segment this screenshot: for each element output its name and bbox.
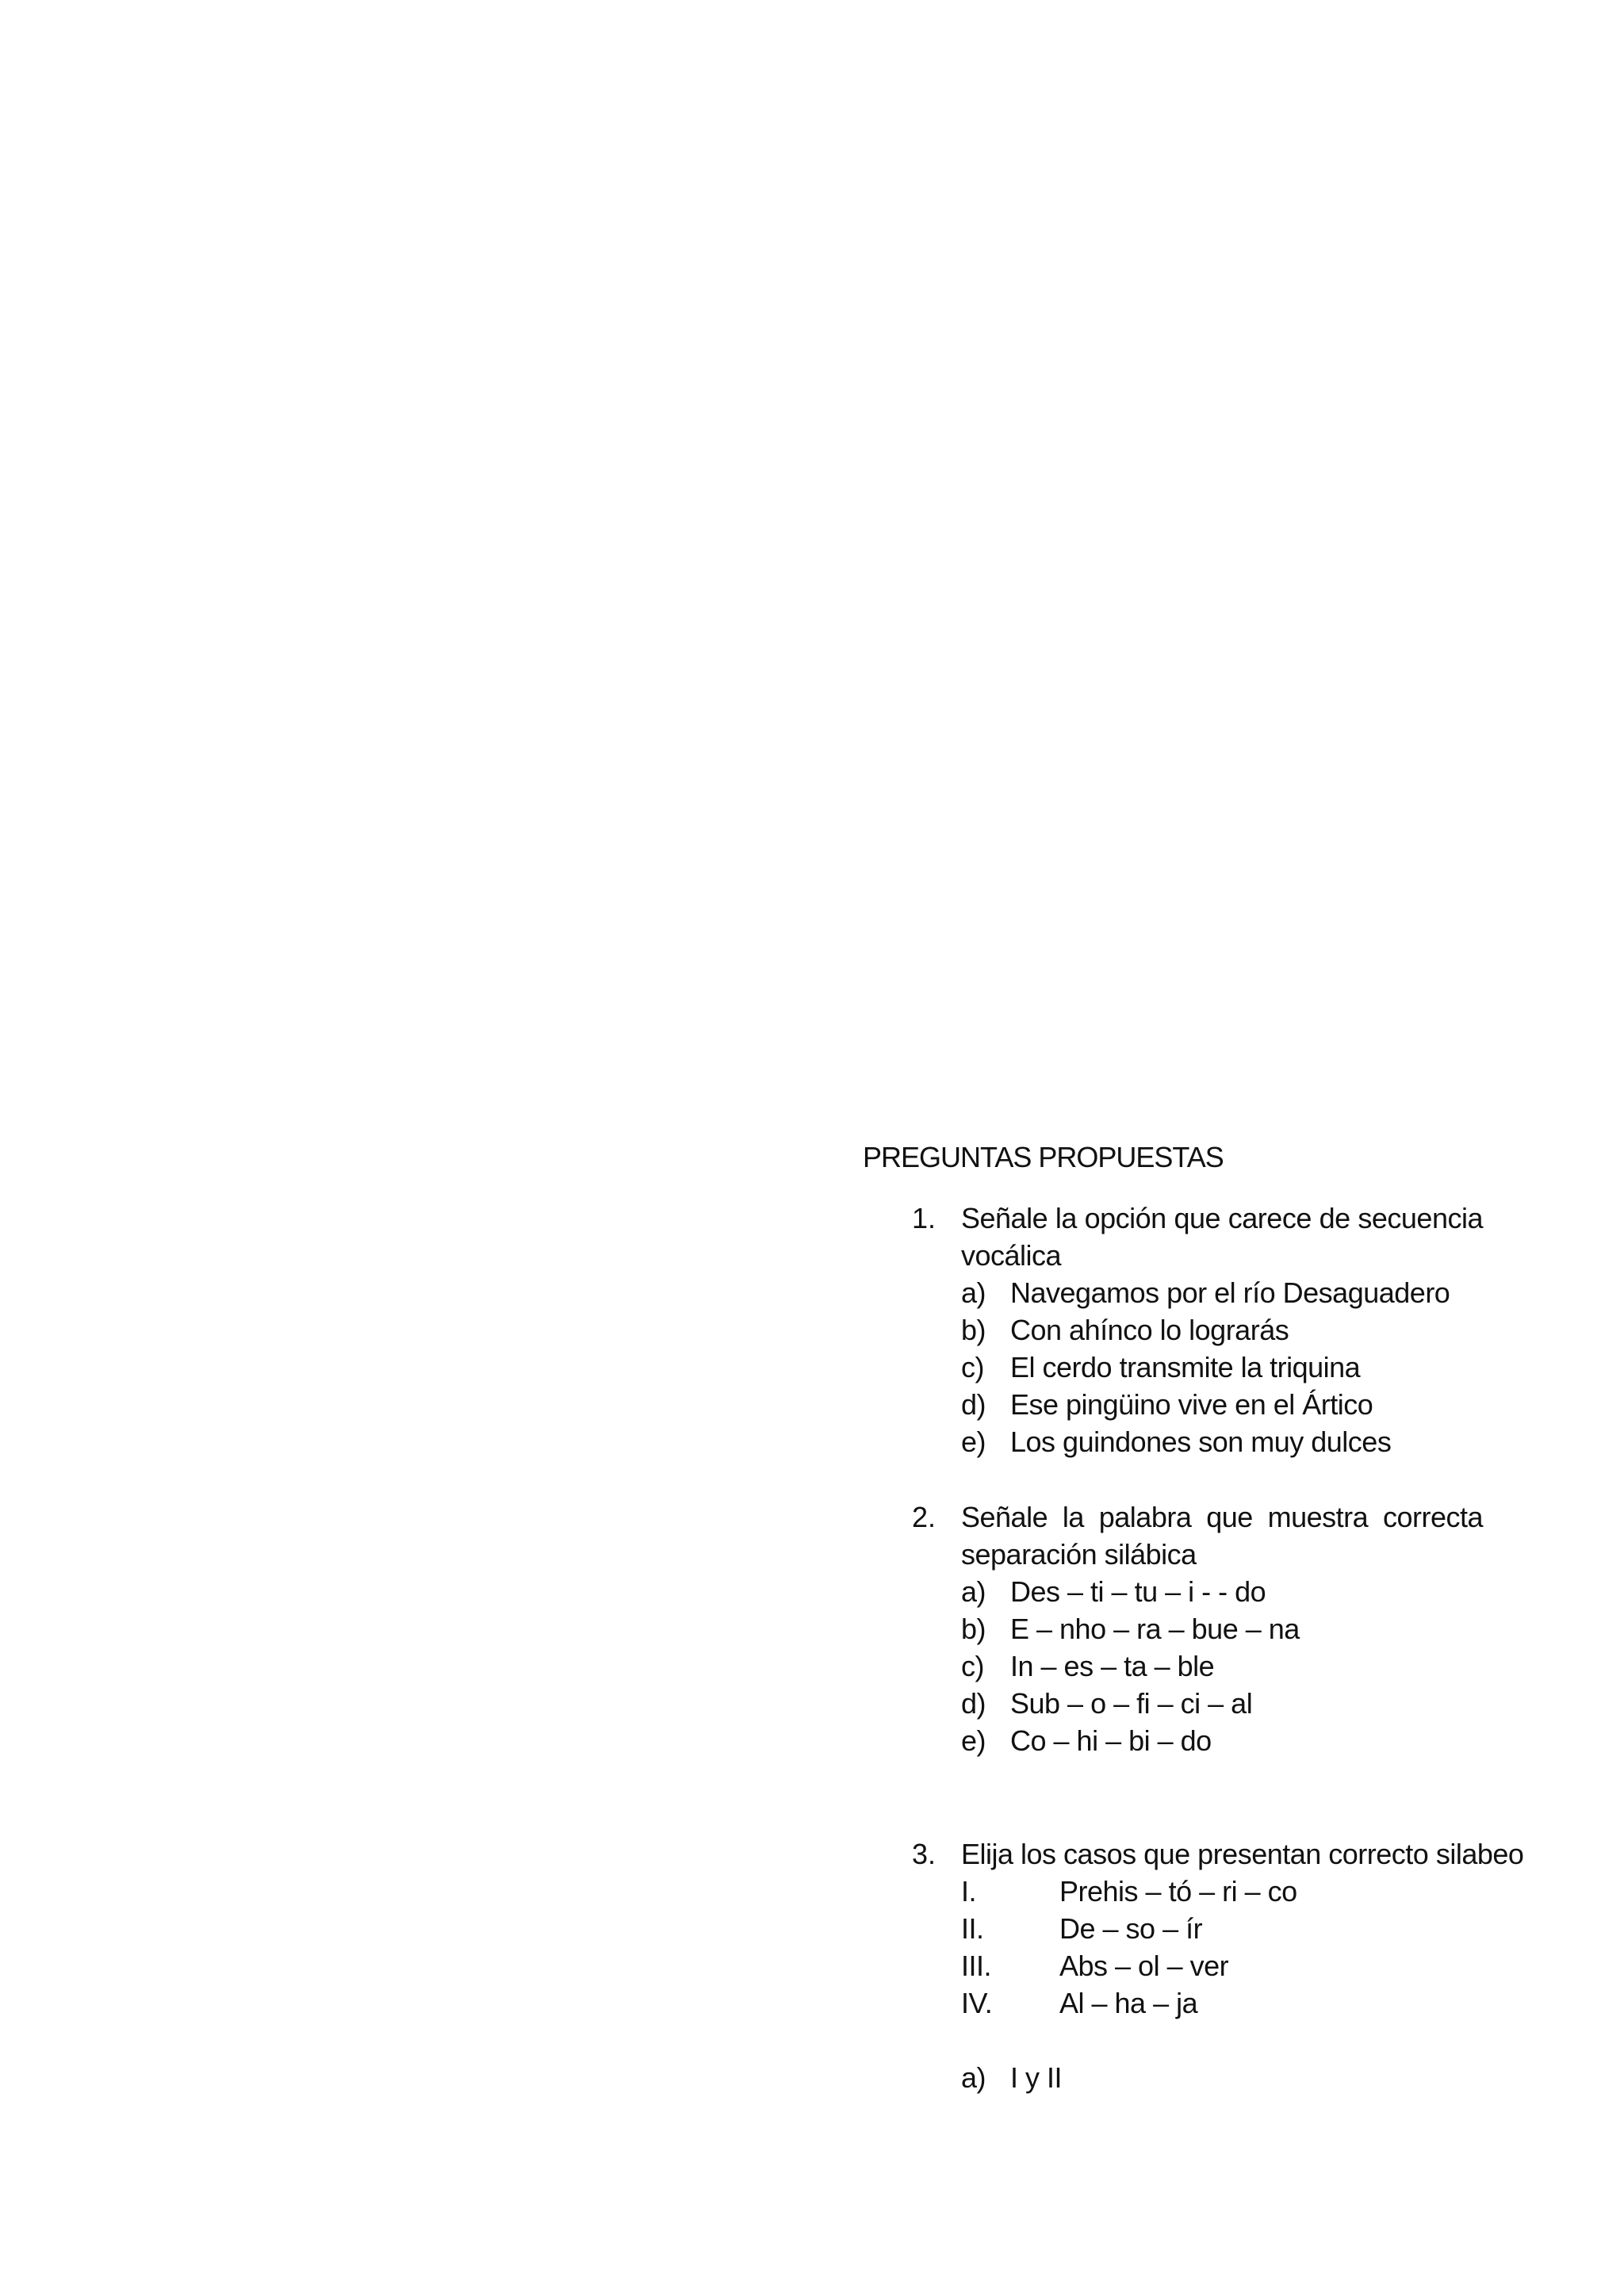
case-iii [961,1947,1483,1984]
option-letter: a) [961,1276,986,1309]
option-a [961,2059,1483,2096]
question-2 [912,1498,1483,1759]
question-1 [912,1200,1483,1460]
case-i [961,1873,1483,1910]
option-d [961,1386,1483,1423]
option-letter: a) [961,2061,986,2094]
option-d [961,1685,1483,1722]
case-numeral: IV. [961,1987,993,2019]
case-ii [961,1910,1483,1947]
question-3 [912,1835,1524,2096]
option-text: Co – hi – bi – do [1010,1724,1212,1757]
question-number: 3. [912,1838,936,1870]
option-e [961,1722,1483,1759]
question-text: Elija los casos que presentan correcto silabeo [961,1838,1524,1870]
question-text: Señale la opción que carece de secuencia vocálica [961,1202,1483,1272]
option-c [961,1349,1483,1386]
option-text: Sub – o – fi – ci – al [1010,1687,1253,1720]
case-numeral: I. [961,1875,977,1908]
case-text: De – so – ír [1059,1912,1203,1945]
option-letter: e) [961,1724,986,1757]
option-letter: b) [961,1613,986,1645]
option-letter: d) [961,1687,986,1720]
case-iv [961,1984,1483,2022]
option-letter: a) [961,1575,986,1608]
section-title: PREGUNTAS PROPUESTAS [863,1141,1224,1173]
option-text: Des – ti – tu – i - - do [1010,1575,1266,1608]
option-text: In – es – ta – ble [1010,1650,1215,1682]
case-text: Al – ha – ja [1059,1987,1198,2019]
option-b [961,1311,1483,1349]
case-text: Prehis – tó – ri – co [1059,1875,1297,1908]
option-text: E – nho – ra – bue – na [1010,1613,1300,1645]
case-text: Abs – ol – ver [1059,1950,1229,1982]
option-text: Con ahínco lo lograrás [1010,1314,1289,1346]
option-letter: b) [961,1314,986,1346]
option-letter: c) [961,1351,984,1383]
option-letter: c) [961,1650,984,1682]
question-number: 1. [912,1202,936,1234]
option-text: I y II [1010,2061,1063,2094]
option-e [961,1423,1483,1460]
option-b [961,1610,1483,1647]
question-number: 2. [912,1501,936,1533]
option-text: El cerdo transmite la triquina [1010,1351,1361,1383]
option-text: Navegamos por el río Desaguadero [1010,1276,1450,1309]
option-text: Ese pingüino vive en el Ártico [1010,1388,1373,1421]
question-text: Señale la palabra que muestra correcta separación silábica [961,1501,1483,1571]
option-a [961,1274,1483,1311]
option-letter: e) [961,1425,986,1458]
option-c [961,1647,1483,1685]
option-a [961,1573,1483,1610]
case-numeral: III. [961,1950,992,1982]
spacer [912,2022,1483,2059]
option-text: Los guindones son muy dulces [1010,1425,1392,1458]
case-numeral: II. [961,1912,984,1945]
option-letter: d) [961,1388,986,1421]
